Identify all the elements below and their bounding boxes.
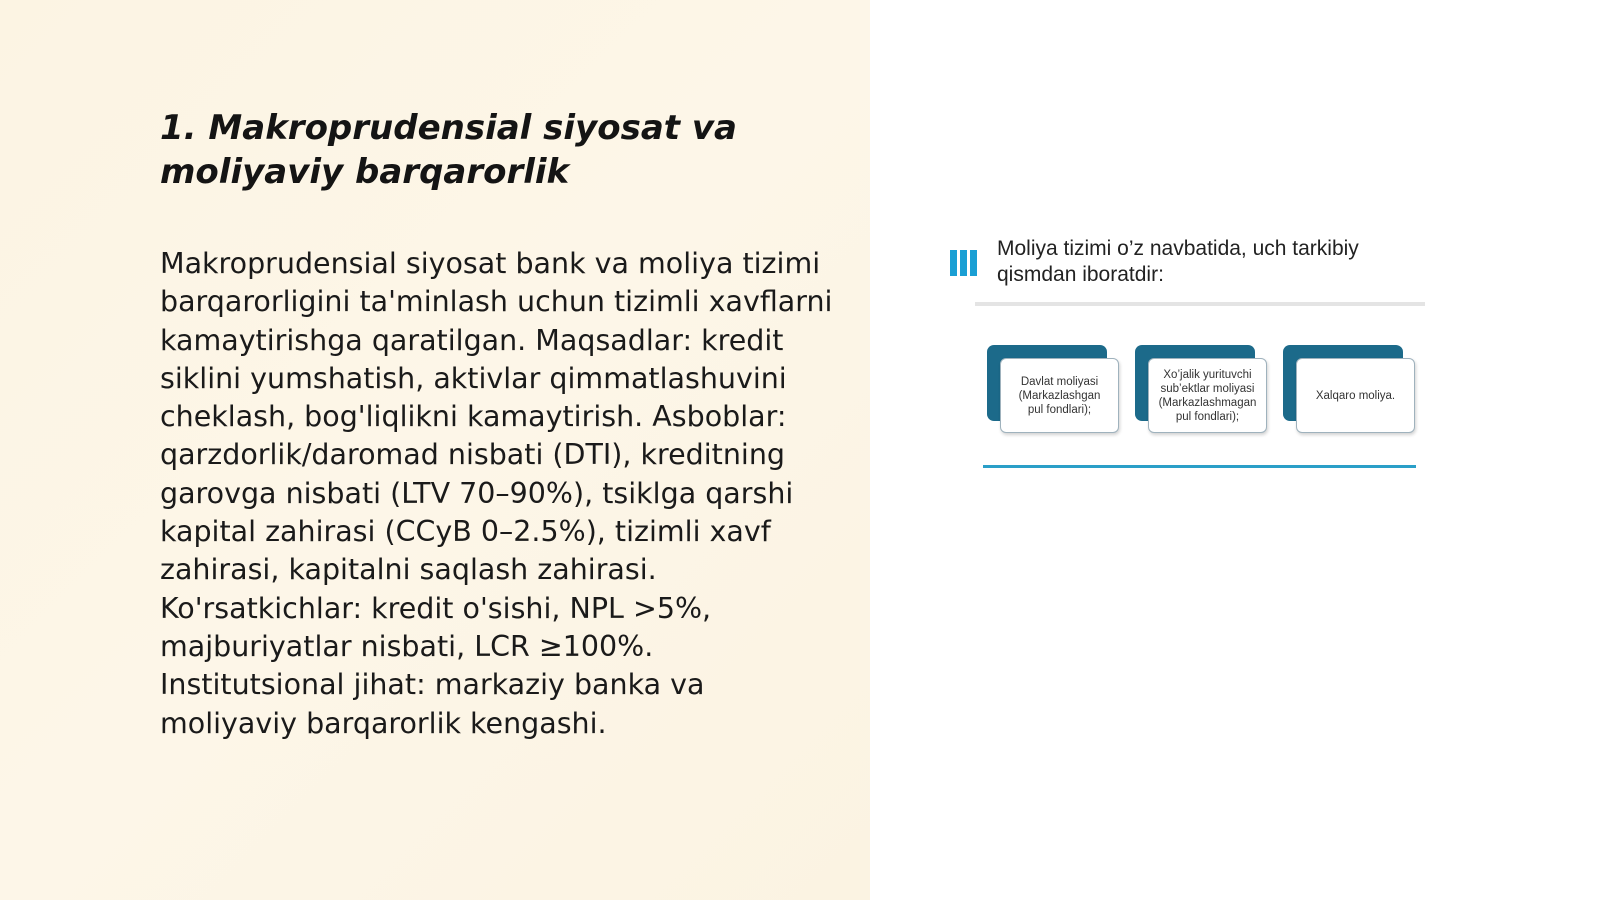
figure-card-international-finance xyxy=(1283,345,1415,435)
figure-card-state-finance xyxy=(987,345,1119,435)
slide-body-text: Makroprudensial siyosat bank va moliya tizimi barqarorligini ta'minlash uchun tizimli xavflarni kamaytirishga qaratilgan. Maqsadlar: kredit siklini yumshatish, aktivlar qimmatlashuvini cheklash, bog'liqlikni kamaytirish. Asboblar: qarzdorlik/daromad nisbati (DTI), kreditning garovga nisbati (LTV 70–90%), tsiklga qarshi kapital zahirasi (CCyB 0–2.5%), tizimli xavf zahirasi, kapitalni saqlash zahirasi. Ko'rsatkichlar: kredit o'sishi, NPL >5%, majburiyatlar nisbati, LCR ≥100%. Institutsional jihat: markaziy banka va moliyaviy barqarorlik kengashi. xyxy=(160,247,833,740)
figure-heading: Moliya tizimi o’z navbatida, uch tarkibiy qismdan iboratdir: xyxy=(997,237,1359,286)
figure-card-enterprise-finance xyxy=(1135,345,1267,435)
slide-title: 1. Makroprudensial siyosat va moliyaviy barqarorlik xyxy=(160,108,737,192)
financial-system-figure xyxy=(945,232,1435,482)
bar-columns-icon xyxy=(950,250,978,276)
card-label: Davlat moliyasi (Markazlashgan pul fondlari); xyxy=(1000,358,1119,433)
card-label: Xalqaro moliya. xyxy=(1296,358,1415,433)
card-label: Xo’jalik yurituvchi sub’ektlar moliyasi (Markazlashmagan pul fondlari); xyxy=(1148,358,1267,433)
figure-bottom-line xyxy=(983,465,1416,468)
figure-divider xyxy=(975,302,1425,306)
